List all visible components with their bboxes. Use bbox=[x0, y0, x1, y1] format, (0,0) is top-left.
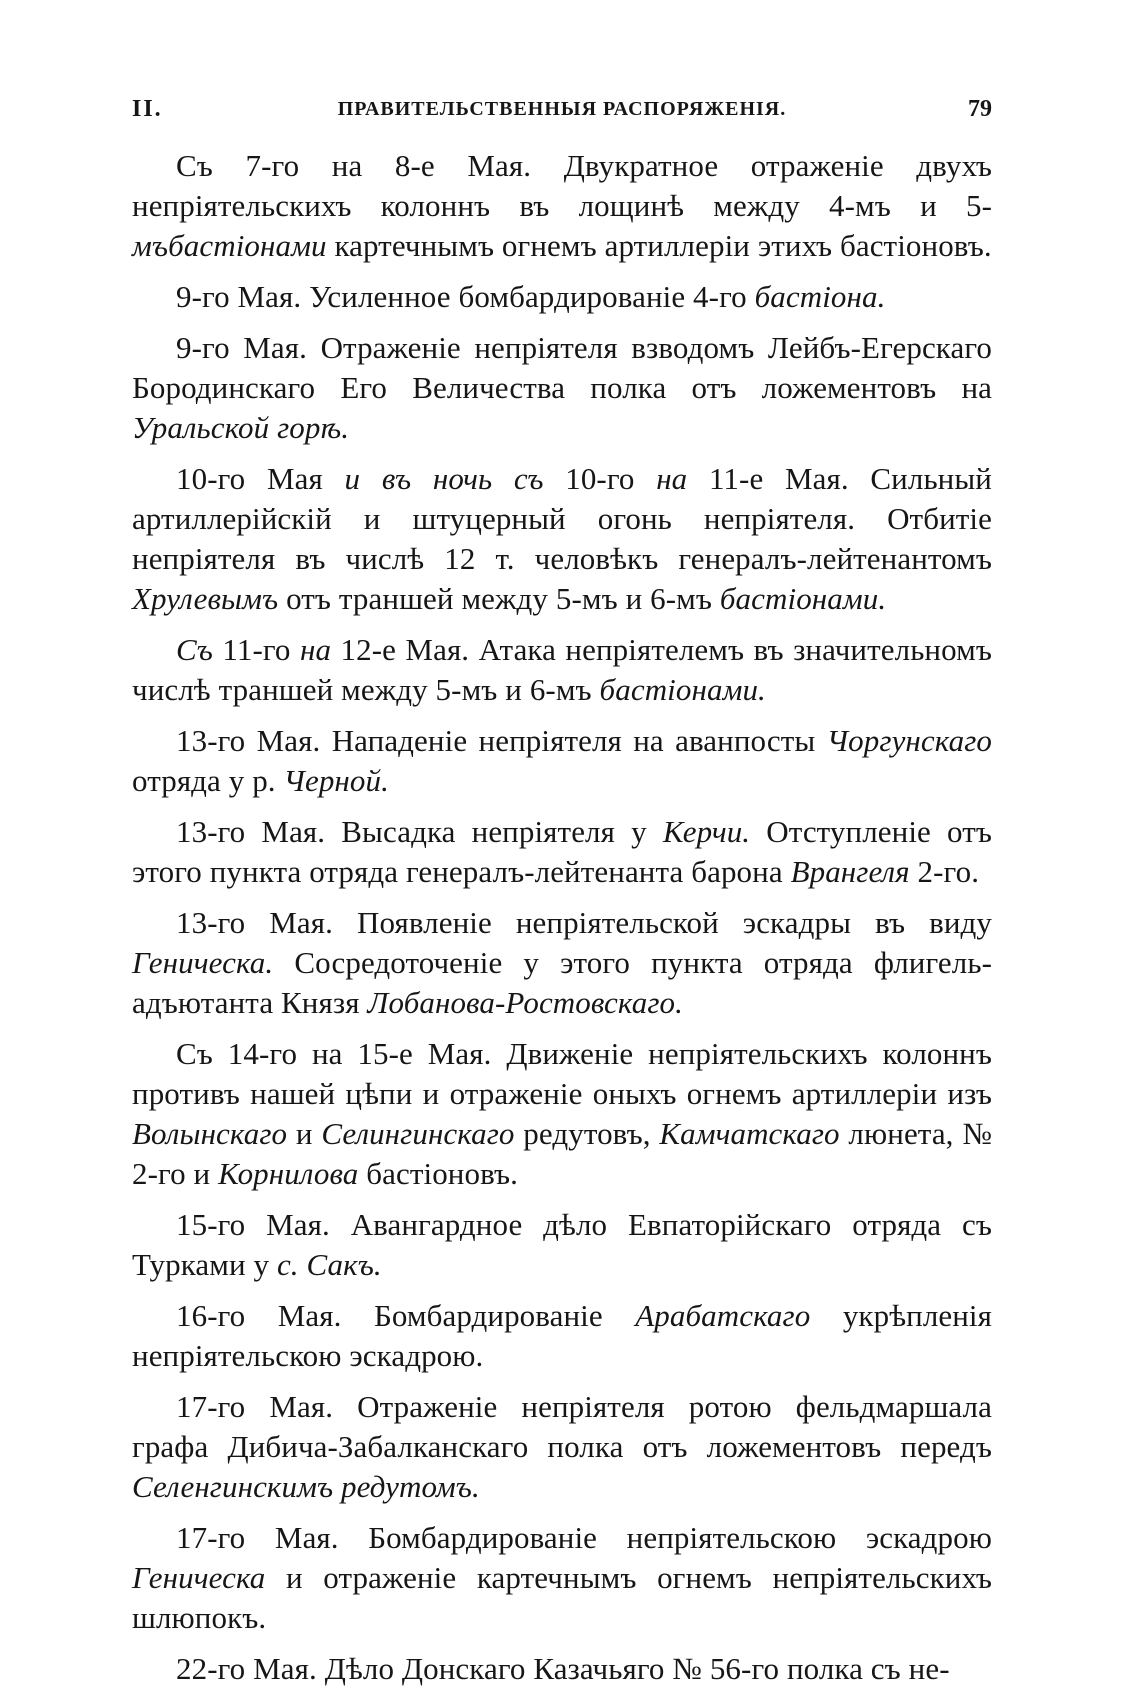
italic-text-segment: Геническа bbox=[132, 1560, 266, 1595]
chronicle-entry bbox=[132, 1649, 992, 1689]
text-segment: укрѣпленія непріятельскою эскадрою. bbox=[132, 1298, 993, 1373]
text-segment: Съ 7-го на 8-е Мая. Двукратное отраженіе двухъ непріятельскихъ колоннъ въ лощинѣ между 4-мъ и 5- bbox=[132, 148, 992, 223]
italic-text-segment: Селенгинскимъ редутомъ. bbox=[132, 1469, 480, 1504]
italic-text-segment: с. Сакъ. bbox=[276, 1247, 382, 1282]
text-segment: 17-го Мая. Бомбардированіе непріятельскою эскадрою bbox=[176, 1520, 992, 1555]
text-segment: и отраженіе картечнымъ огнемъ непріятельскихъ шлюпокъ. bbox=[132, 1560, 992, 1635]
section-number: II. bbox=[132, 96, 163, 122]
italic-text-segment: Волынскаго bbox=[132, 1116, 288, 1151]
running-title: ПРАВИТЕЛЬСТВЕННЫЯ РАСПОРЯЖЕНІЯ. bbox=[337, 98, 787, 120]
chronicle-entry bbox=[132, 812, 992, 892]
italic-text-segment: бастіонами. bbox=[719, 581, 887, 616]
text-segment: редутовъ, bbox=[514, 1116, 660, 1151]
text-segment: 2-го. bbox=[909, 854, 980, 889]
text-segment: 15-го Мая. Авангардное дѣло Евпаторійскаго отряда съ Турками у bbox=[132, 1207, 992, 1282]
chronicle-entry bbox=[132, 903, 992, 1023]
italic-text-segment: мъбастіонами bbox=[132, 228, 327, 263]
text-segment: 9-го Мая. Усиленное бомбардированіе 4-го bbox=[176, 279, 755, 314]
text-segment: отъ траншей между 5-мъ и 6-мъ bbox=[278, 581, 720, 616]
chronicle-entry bbox=[132, 1034, 992, 1194]
text-segment: бастіоновъ. bbox=[358, 1156, 519, 1191]
italic-text-segment: Лобанова-Ростовскаго. bbox=[367, 985, 683, 1020]
page-number: 79 bbox=[968, 96, 992, 122]
text-segment: люнета, № 2-го и bbox=[132, 1116, 992, 1191]
chronicle-entry bbox=[132, 721, 992, 801]
text-segment: 10-го bbox=[543, 461, 657, 496]
text-segment: 13-го Мая. Нападеніе непріятеля на аванпосты bbox=[176, 723, 827, 758]
italic-text-segment: на bbox=[656, 461, 688, 496]
text-segment: Отступленіе отъ этого пункта отряда генералъ-лейтенанта барона bbox=[132, 814, 993, 889]
text-segment: Сосредоточеніе у этого пункта отряда флигель-адъютанта Князя bbox=[132, 945, 992, 1020]
chronicle-entry bbox=[132, 146, 992, 266]
text-segment: отряда у р. bbox=[132, 763, 284, 798]
chronicle-entry bbox=[132, 1205, 992, 1285]
chronicle-entry bbox=[132, 630, 992, 710]
italic-text-segment: Керчи. bbox=[662, 814, 751, 849]
italic-text-segment: Геническа. bbox=[132, 945, 274, 980]
text-segment: 13-го Мая. Появленіе непріятельской эскадры въ виду bbox=[176, 905, 992, 940]
text-segment: и bbox=[287, 1116, 322, 1151]
text-segment: 9-го Мая. Отраженіе непріятеля взводомъ Лейбъ-Егерскаго Бородинскаго Его Величества полка отъ ложементовъ на bbox=[132, 330, 992, 405]
italic-text-segment: Камчатскаго bbox=[659, 1116, 840, 1151]
italic-text-segment: Съ bbox=[176, 632, 213, 667]
italic-text-segment: Чоргунскаго bbox=[826, 723, 992, 758]
chronicle-entry bbox=[132, 328, 992, 448]
italic-text-segment: Селингинскаго bbox=[321, 1116, 515, 1151]
page-body bbox=[132, 146, 992, 1700]
page-header bbox=[132, 96, 992, 136]
italic-text-segment: Уральской горѣ. bbox=[132, 410, 350, 445]
text-segment: 17-го Мая. Отраженіе непріятеля ротою фельдмаршала графа Дибича-Забалканскаго полка отъ ложементовъ передъ bbox=[132, 1389, 992, 1464]
text-segment: Съ 14-го на 15-е Мая. Движеніе непріятельскихъ колоннъ противъ нашей цѣпи и отраженіе оныхъ огнемъ артиллеріи изъ bbox=[132, 1036, 992, 1111]
italic-text-segment: Хрулевымъ bbox=[132, 581, 279, 616]
chronicle-entry bbox=[132, 1296, 992, 1376]
chronicle-entry bbox=[132, 459, 992, 619]
text-segment: 10-го Мая bbox=[176, 461, 345, 496]
text-segment: 22-го Мая. Дѣло Донскаго Казачьяго № 56-го полка съ не- bbox=[176, 1651, 950, 1686]
chronicle-entry bbox=[132, 277, 992, 317]
italic-text-segment: Черной. bbox=[283, 763, 389, 798]
chronicle-entry bbox=[132, 1387, 992, 1507]
text-segment: 11-го bbox=[212, 632, 300, 667]
italic-text-segment: Корнилова bbox=[218, 1156, 359, 1191]
italic-text-segment: и въ ночь съ bbox=[344, 461, 544, 496]
text-segment: 16-го Мая. Бомбардированіе bbox=[176, 1298, 636, 1333]
italic-text-segment: Арабатскаго bbox=[635, 1298, 811, 1333]
text-segment: 13-го Мая. Высадка непріятеля у bbox=[176, 814, 663, 849]
italic-text-segment: Врангеля bbox=[790, 854, 910, 889]
italic-text-segment: на bbox=[299, 632, 332, 667]
italic-text-segment: бастіонами. bbox=[599, 672, 766, 707]
text-segment: картечнымъ огнемъ артиллеріи этихъ бастіоновъ. bbox=[326, 228, 992, 263]
chronicle-entry bbox=[132, 1518, 992, 1638]
text-segment: 11-е Мая. Сильный артиллерійскій и штуцерный огонь непріятеля. Отбитіе непріятеля въ числѣ 12 т. человѣкъ генералъ-лейтенантомъ bbox=[132, 461, 992, 576]
text-segment: 12-е Мая. Атака непріятелемъ въ значительномъ числѣ траншей между 5-мъ и 6-мъ bbox=[132, 632, 992, 707]
italic-text-segment: бастіона. bbox=[754, 279, 886, 314]
